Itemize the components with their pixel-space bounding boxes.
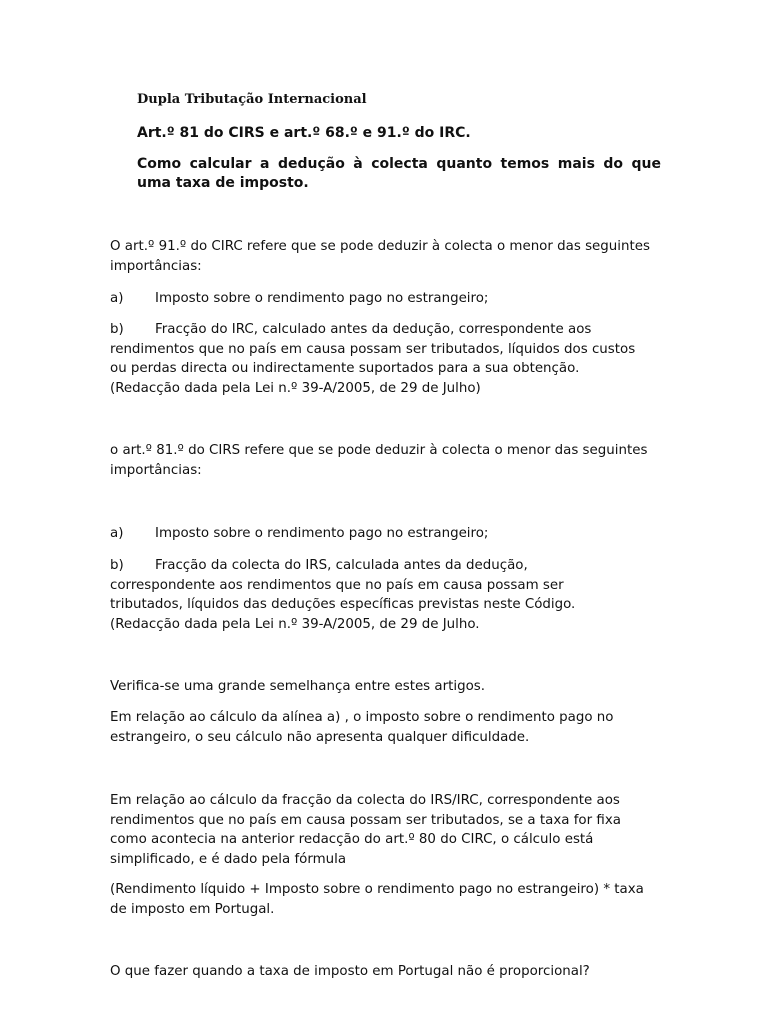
cirs-item-a-text: Imposto sobre o rendimento pago no estrangeiro; (155, 526, 489, 541)
alinea-a-paragraph: Em relação ao cálculo da alínea a) , o imposto sobre o rendimento pago no estrangeiro, o seu cálculo não apresenta qualquer dificuldade. (110, 710, 614, 745)
cirs-item-b (110, 556, 620, 634)
cirs-intro-paragraph: o art.º 81.º do CIRS refere que se pode deduzir à colecta o menor das seguintes importâncias: (110, 443, 648, 478)
document-title: Dupla Tributação Internacional (137, 92, 367, 107)
cirs-item-a-marker: a) (110, 526, 124, 541)
cirs-item-b-marker: b) (110, 558, 124, 573)
circ-item-a-marker: a) (110, 291, 124, 306)
circ-item-a (110, 289, 660, 309)
circ-item-b (110, 320, 640, 398)
fraction-calculation-paragraph: Em relação ao cálculo da fracção da colecta do IRS/IRC, correspondente aos rendimentos que no país em causa possam ser tributados, se a taxa for fixa como acontecia na anterior redacção do art.º 80 do CIRC, o cálculo está simplificado, e é dado pela fórmula (110, 793, 621, 867)
circ-item-b-text: Fracção do IRC, calculado antes da dedução, correspondente aos rendimentos que no país em causa possam ser tributados, líquidos dos custos ou perdas directa ou indirectamente suportados para a sua obtenção. (Redacção dada pela Lei n.º 39-A/2005, de 29 de Julho) (110, 322, 636, 396)
formula-paragraph: (Rendimento líquido + Imposto sobre o rendimento pago no estrangeiro) * taxa de imposto em Portugal. (110, 882, 644, 917)
similarity-paragraph: Verifica-se uma grande semelhança entre estes artigos. (110, 679, 486, 694)
question-heading: Como calcular a dedução à colecta quanto temos mais do que uma taxa de imposto. (137, 156, 661, 191)
articles-heading: Art.º 81 do CIRS e art.º 68.º e 91.º do IRC. (137, 125, 471, 141)
cirs-item-a (110, 524, 660, 544)
cirs-item-b-text: Fracção da colecta do IRS, calculada antes da dedução, correspondente aos rendimentos que no país em causa possam ser tributados, líquidos das deduções específicas previstas neste Código. (Redacção dada pela Lei n.º 39-A/2005, de 29 de Julho. (110, 558, 576, 632)
circ-intro-paragraph: O art.º 91.º do CIRC refere que se pode deduzir à colecta o menor das seguintes importâncias: (110, 239, 650, 274)
final-question-paragraph: O que fazer quando a taxa de imposto em Portugal não é proporcional? (110, 964, 590, 979)
circ-item-a-text: Imposto sobre o rendimento pago no estrangeiro; (155, 291, 489, 306)
circ-item-b-marker: b) (110, 322, 124, 337)
